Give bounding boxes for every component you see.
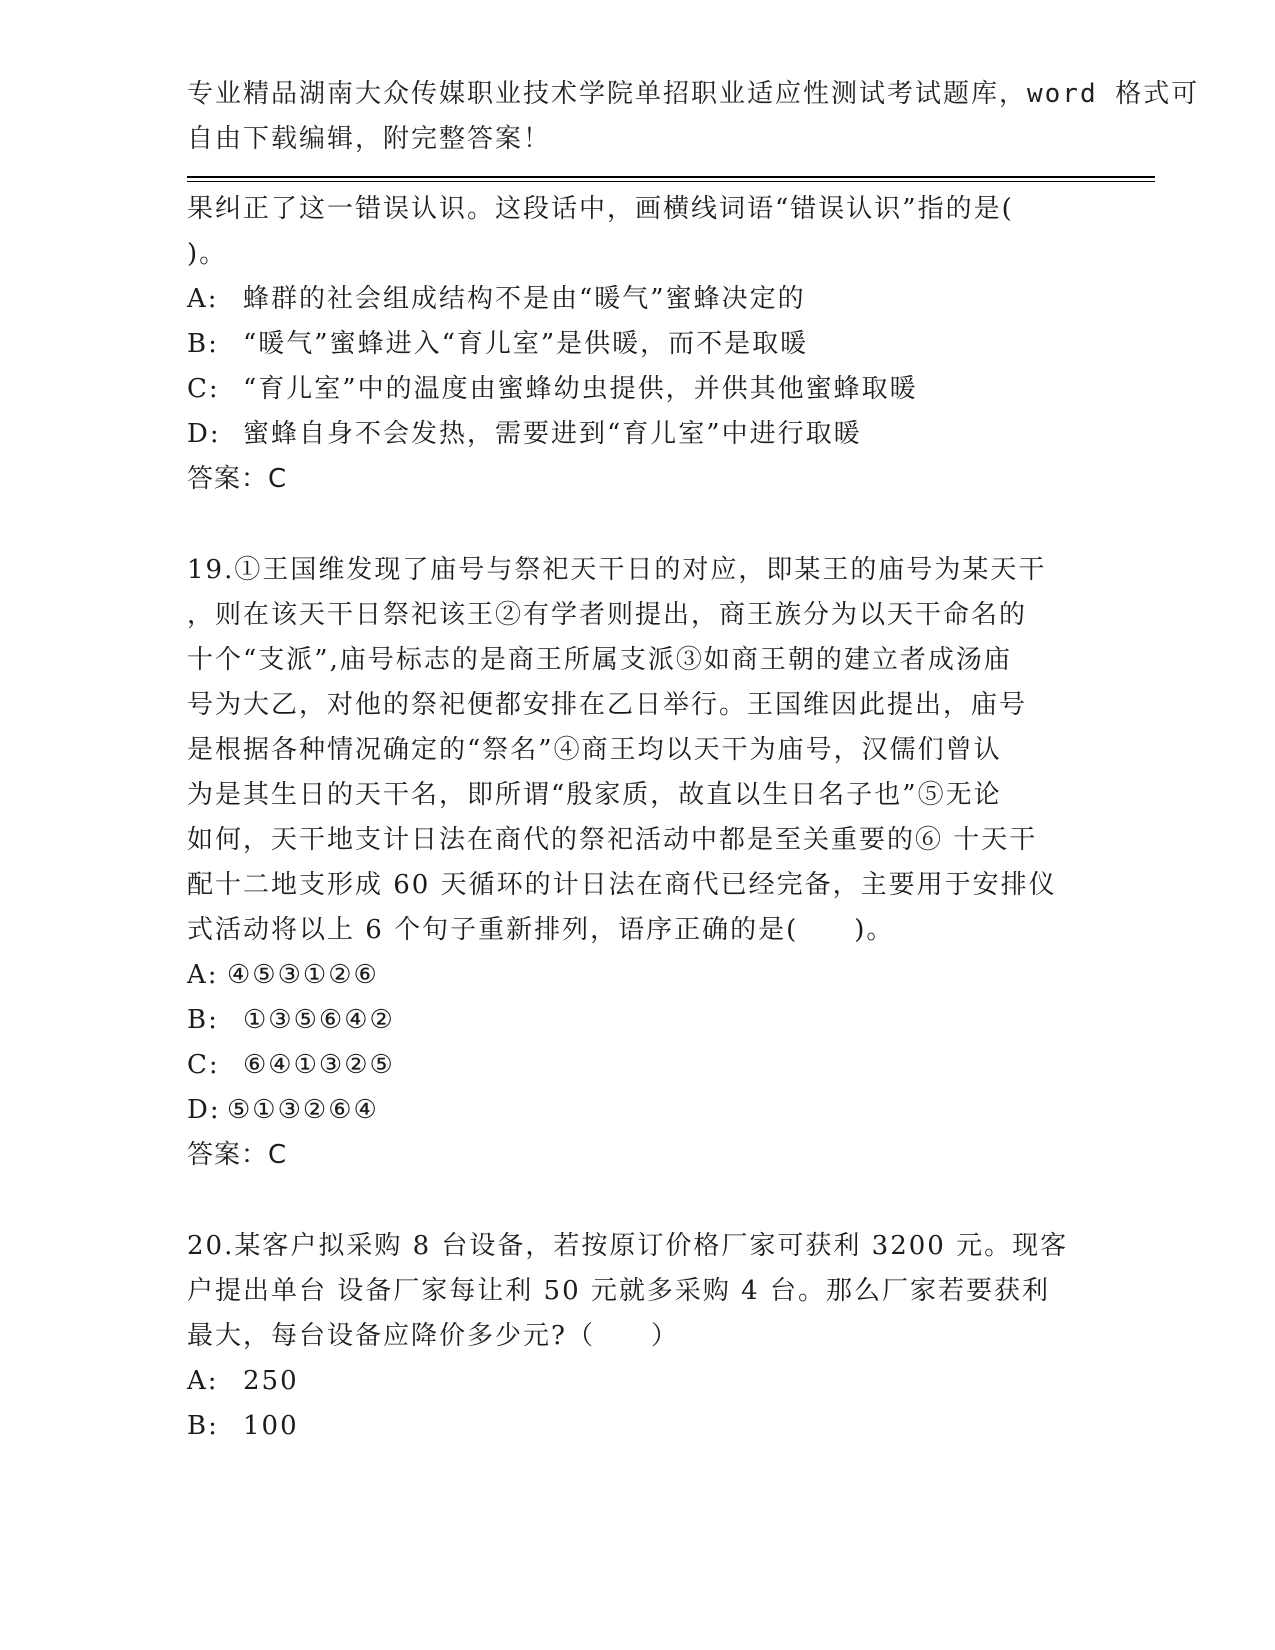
option-b — [187, 998, 1087, 1043]
question-stem-line: 十个“支派”,庙号标志的是商王所属支派③如商王朝的建立者成汤庙 — [187, 645, 1012, 675]
question-stem-line: 最大，每台设备应降价多少元?（ ） — [187, 1321, 679, 1351]
question-20 — [187, 1224, 1087, 1449]
option-text: ④⑤③①②⑥ — [227, 960, 379, 990]
option-key: A: — [187, 284, 219, 314]
question-stem-line: )。 — [187, 239, 228, 269]
option-a — [187, 953, 1087, 998]
answer-line: 答案：C — [187, 1140, 288, 1170]
option-key: C: — [187, 374, 220, 404]
option-text: 蜜蜂自身不会发热，需要进到“育儿室”中进行取暖 — [243, 419, 862, 449]
option-key: B: — [187, 1411, 219, 1441]
option-d — [187, 412, 1087, 457]
header-divider-thick — [187, 176, 1155, 178]
question-stem-line: 号为大乙，对他的祭祀便都安排在乙日举行。王国维因此提出，庙号 — [187, 690, 1028, 720]
answer-line: 答案：C — [187, 464, 288, 494]
option-text: “育儿室”中的温度由蜜蜂幼虫提供，并供其他蜜蜂取暖 — [243, 374, 918, 404]
option-key: C: — [187, 1050, 220, 1080]
option-c — [187, 367, 1087, 412]
option-text: ⑥④①③②⑤ — [243, 1050, 395, 1080]
option-key: B: — [187, 329, 219, 359]
question-stem-line: ，则在该天干日祭祀该王②有学者则提出，商王族分为以天干命名的 — [187, 600, 1028, 630]
question-stem-line: 20.某客户拟采购 8 台设备，若按原订价格厂家可获利 3200 元。现客 — [187, 1231, 1069, 1261]
question-stem-line: 为是其生日的天干名，即所谓“殷家质，故直以生日名子也”⑤无论 — [187, 780, 1002, 810]
option-text: ⑤①③②⑥④ — [227, 1095, 379, 1125]
question-stem-line: 配十二地支形成 60 天循环的计日法在商代已经完备，主要用于安排仪 — [187, 870, 1057, 900]
option-key: B: — [187, 1005, 219, 1035]
header-line-1: 专业精品湖南大众传媒职业技术学院单招职业适应性测试考试题库，word 格式可 — [187, 79, 1200, 109]
option-d — [187, 1088, 1087, 1133]
question-18 — [187, 187, 1087, 502]
question-stem-line: 是根据各种情况确定的“祭名”④商王均以天干为庙号，汉儒们曾认 — [187, 735, 1002, 765]
option-b — [187, 322, 1087, 367]
question-stem-line: 19.①王国维发现了庙号与祭祀天干日的对应，即某王的庙号为某天干 — [187, 555, 1047, 585]
option-a — [187, 277, 1087, 322]
question-19 — [187, 548, 1087, 1178]
spacer — [187, 1178, 1087, 1224]
document-header — [187, 72, 1200, 162]
option-text: 100 — [243, 1411, 299, 1441]
option-key: D: — [187, 1095, 221, 1125]
option-c — [187, 1043, 1087, 1088]
option-key: A: — [187, 1366, 219, 1396]
option-key: D: — [187, 419, 221, 449]
option-text: ①③⑤⑥④② — [243, 1005, 395, 1035]
header-divider-thin — [187, 181, 1155, 182]
question-stem-line: 果纠正了这一错误认识。这段话中，画横线词语“错误认识”指的是( — [187, 194, 1014, 224]
option-text: 蜂群的社会组成结构不是由“暖气”蜜蜂决定的 — [243, 284, 806, 314]
document-body — [187, 187, 1087, 1449]
option-b — [187, 1404, 1087, 1449]
question-stem-line: 式活动将以上 6 个句子重新排列，语序正确的是( )。 — [187, 915, 895, 945]
option-text: “暖气”蜜蜂进入“育儿室”是供暖，而不是取暖 — [243, 329, 809, 359]
header-line-2: 自由下载编辑，附完整答案！ — [187, 124, 552, 154]
spacer — [187, 502, 1087, 548]
option-key: A: — [187, 960, 219, 990]
question-stem-line: 如何，天干地支计日法在商代的祭祀活动中都是至关重要的⑥ 十天干 — [187, 825, 1038, 855]
option-text: 250 — [243, 1366, 299, 1396]
question-stem-line: 户提出单台 设备厂家每让利 50 元就多采购 4 台。那么厂家若要获利 — [187, 1276, 1050, 1306]
option-a — [187, 1359, 1087, 1404]
